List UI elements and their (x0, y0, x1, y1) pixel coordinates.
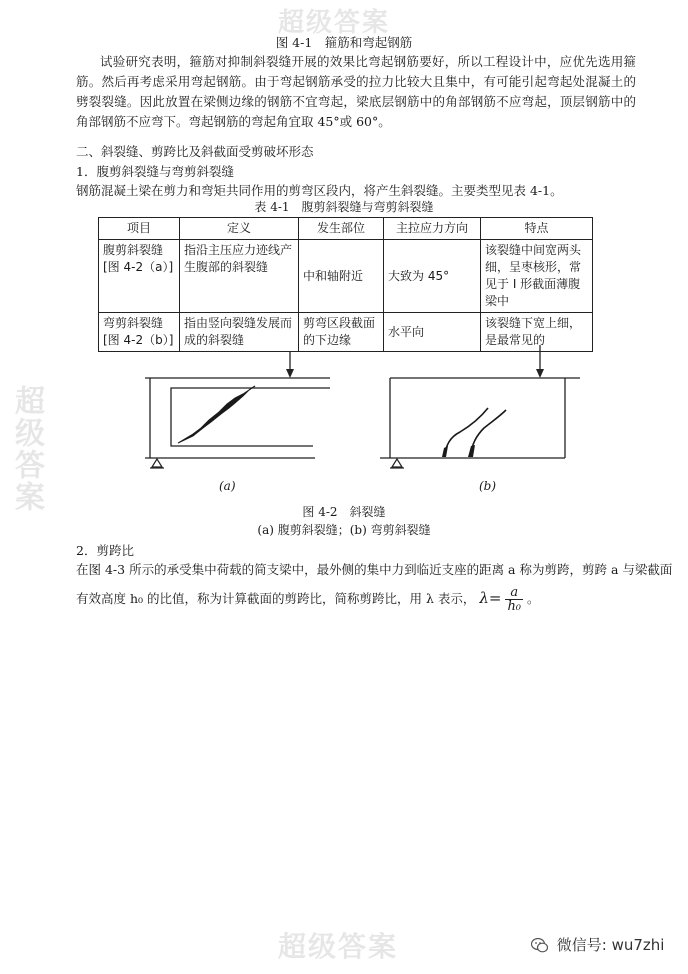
formula-fraction (505, 586, 523, 613)
table-41-caption: 表 4-1 腹剪斜裂缝与弯剪斜裂缝 (254, 200, 434, 214)
flexure-shear-crack-1 (444, 408, 488, 457)
wechat-badge (531, 934, 664, 957)
table-header-cell: 定义 (180, 218, 299, 240)
table-cell-feature: 该裂缝中间宽两头细，呈枣核形，常见于 I 形截面薄腹梁中 (481, 240, 593, 313)
section-heading: 二、斜裂缝、剪跨比及斜截面受剪破坏形态 (76, 144, 314, 159)
figure-42-label-a: (a) (219, 479, 236, 493)
figure-42-subcaption: (a) 腹剪斜裂缝；(b) 弯剪斜裂缝 (257, 523, 431, 537)
shear-span-text-line-2 (76, 586, 540, 613)
watermark-text: 超级答案 (278, 8, 391, 38)
figure-42-label-b: (b) (479, 479, 497, 493)
table-header-cell: 主拉应力方向 (384, 218, 481, 240)
table-header-cell: 发生部位 (299, 218, 384, 240)
watermark-left-vertical (4, 385, 48, 513)
intro-paragraph: 试验研究表明，箍筋对抑制斜裂缝开展的效果比弯起钢筋要好，所以工程设计中，应优先选用箍筋。然后再考虑采用弯起钢筋。由于弯起钢筋承受的拉力比较大且集中，有可能引起弯起处混凝土的劈裂裂缝。因此放置在梁侧边缘的钢筋不宜弯起，梁底层钢筋中的角部钢筋不应弯起，顶层钢筋中的角部钢筋不应弯下。弯起钢筋的弯起角宜取 45°或 60°。 (76, 54, 636, 129)
beam-web-outline (171, 388, 330, 446)
item-ref: [图 4-2（b）] (103, 333, 174, 347)
support-triangle (392, 459, 402, 467)
table-cell-location: 剪弯区段截面的下边缘 (299, 313, 384, 352)
table-cell-location: 中和轴附近 (299, 240, 384, 313)
table-cell-direction: 水平向 (384, 313, 481, 352)
shear-span-text: 有效高度 h₀ 的比值，称为计算截面的剪跨比，简称剪跨比，用 λ 表示， (76, 591, 476, 606)
formula-end: 。 (527, 591, 540, 606)
table-cell-item (99, 313, 180, 352)
table-cell-feature: 该裂缝下宽上细，是最常见的 (481, 313, 593, 352)
flexure-shear-crack-2 (470, 410, 506, 457)
load-arrow-head (286, 369, 294, 378)
figure-42-b-diagram (380, 342, 580, 472)
table-row (99, 240, 593, 313)
flexure-shear-crack-2-base (468, 445, 475, 457)
table-header-row (99, 218, 593, 240)
web-shear-crack (178, 390, 249, 443)
subsection-1-text: 钢筋混凝土梁在剪力和弯矩共同作用的剪弯区段内，将产生斜裂缝。主要类型见表 4-1。 (76, 183, 563, 198)
figure-42-caption: 图 4-2 斜裂缝 (302, 505, 386, 519)
table-header-cell: 项目 (99, 218, 180, 240)
support-triangle (152, 459, 162, 467)
wechat-label: 微信号: wu7zhi (556, 936, 665, 954)
table-cell-definition: 指沿主压应力迹线产生腹部的斜裂缝 (180, 240, 299, 313)
figure-41-caption: 图 4-1 箍筋和弯起钢筋 (275, 35, 413, 50)
load-arrow-head (536, 369, 544, 378)
watermark-bottom (278, 925, 398, 965)
table-cell-definition: 指由竖向裂缝发展而成的斜裂缝 (180, 313, 299, 352)
subsection-heading-1: 1．腹剪斜裂缝与弯剪斜裂缝 (76, 164, 234, 179)
watermark-text: 超级答案 (278, 930, 399, 963)
table-cell-direction: 大致为 45° (384, 240, 481, 313)
table-header-cell: 特点 (481, 218, 593, 240)
wechat-icon (531, 938, 548, 957)
subsection-heading-2: 2．剪跨比 (76, 543, 134, 558)
formula-denominator: h₀ (507, 599, 522, 614)
table-41 (98, 217, 593, 352)
formula-lhs: λ= (479, 589, 502, 607)
shear-span-text-line-1: 在图 4-3 所示的承受集中荷载的简支梁中，最外侧的集中力到临近支座的距离 a 称为剪跨，剪跨 a 与梁截面 (76, 562, 673, 577)
item-name: 弯剪斜裂缝 (103, 316, 164, 330)
item-ref: [图 4-2（a）] (103, 260, 174, 274)
figure-42-a-diagram (145, 348, 330, 473)
item-name: 腹剪斜裂缝 (103, 243, 164, 257)
table-cell-item (99, 240, 180, 313)
formula-numerator: a (505, 586, 523, 600)
flexure-shear-crack-1-base (442, 446, 448, 457)
watermark-text: 超级答案 (9, 385, 44, 513)
